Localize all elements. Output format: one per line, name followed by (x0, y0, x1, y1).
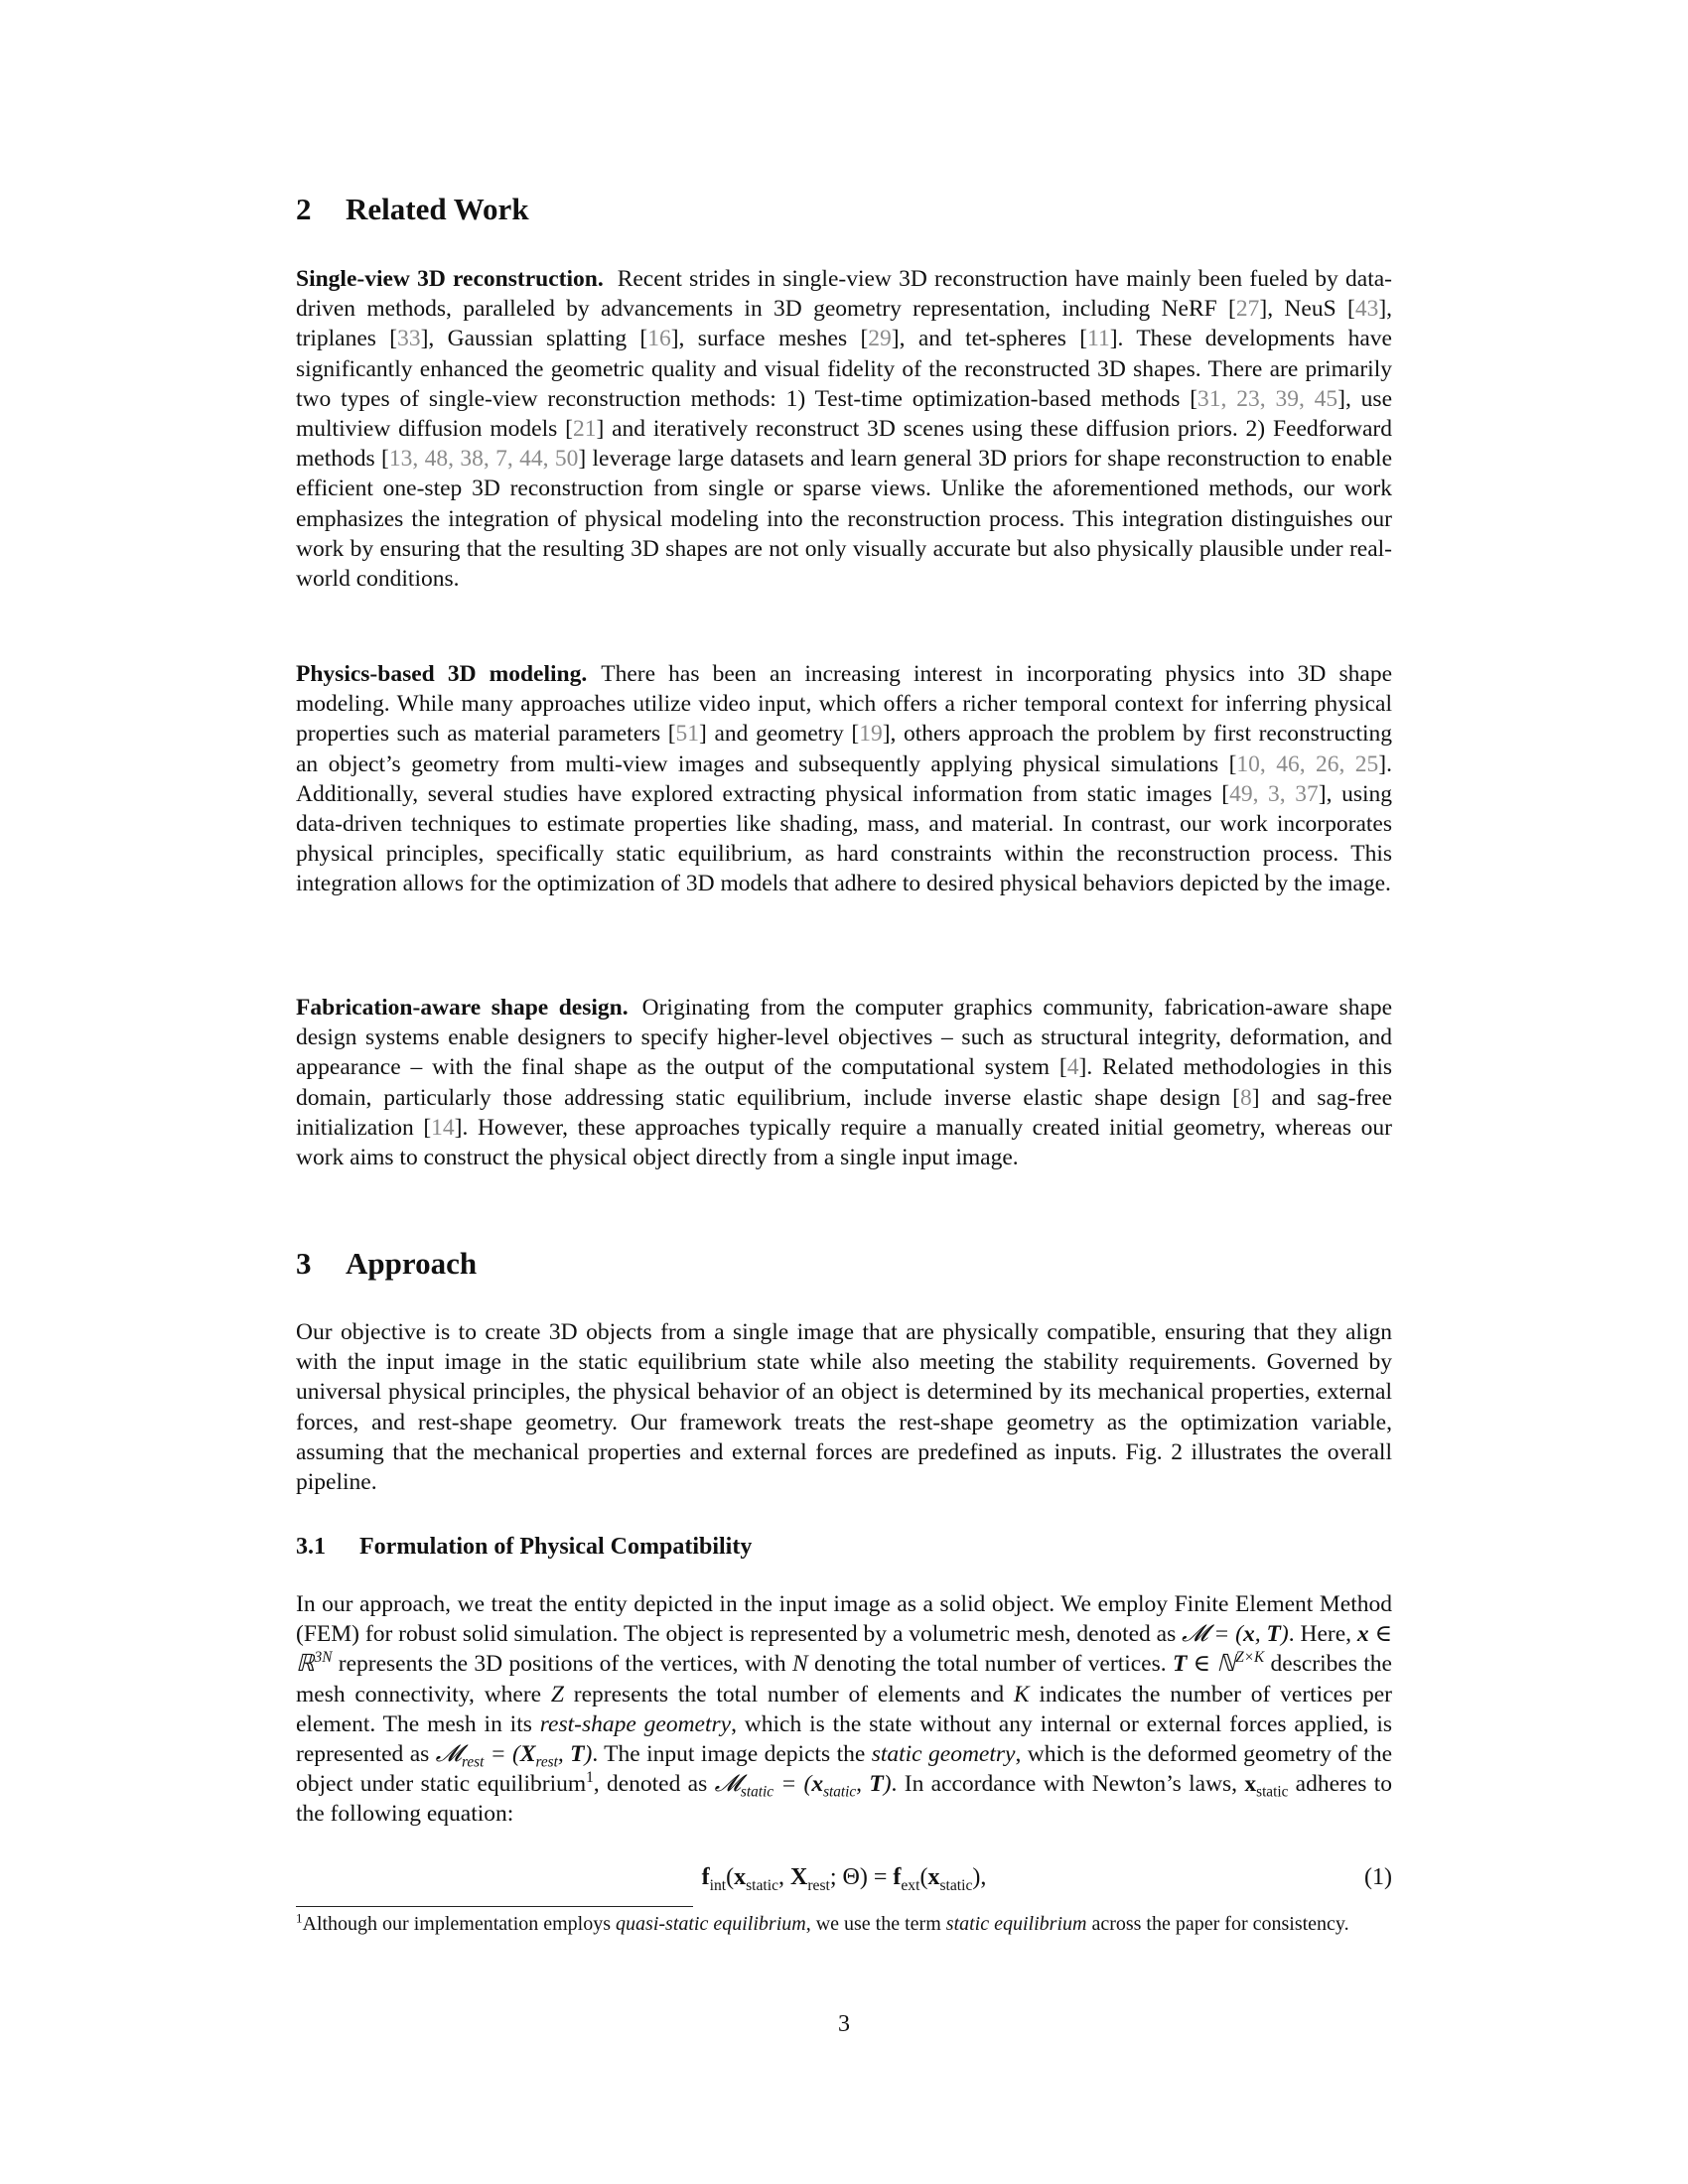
text: ] and geometry [ (699, 721, 860, 748)
text: Recent strides in single-view 3D reconstruction have mainly been fueled by data-driven methods, paralleled by advancements in 3D geometry representation, including NeRF [ (296, 266, 1392, 323)
citation[interactable]: 16 (647, 326, 671, 352)
emphasis-text: static equilibrium (945, 1913, 1087, 1935)
emphasis-text: static geometry (871, 1741, 1016, 1768)
citation[interactable]: 14 (431, 1114, 455, 1141)
page-number: 3 (838, 2011, 850, 2037)
math-static-mesh: 𝓜$_{static}$ = ($x_{static}$, T) (714, 1771, 892, 1801)
text: ], use multiview diffusion models [ (296, 385, 1393, 443)
text: , which is the deformed geometry of the object under static equilibrium (296, 1741, 1392, 1798)
math-x-static: $x_{static}$ (1244, 1771, 1289, 1801)
paragraph-lead: Physics-based 3D modeling. (296, 661, 588, 687)
text: adheres to the following equation: (296, 1771, 1393, 1828)
text: ], triplanes [ (296, 296, 1393, 352)
text: , we use the term (805, 1913, 946, 1935)
citation[interactable]: 27 (1235, 296, 1260, 323)
text: ]. These developments have significantly enhanced the geometric quality and visual fidelity of the reconstructed 3D shapes. There are primarily two types of single-view reconstruction methods: 1) Test-time optimization-based methods [ (296, 326, 1392, 412)
subsection-number: 3.1 (296, 1534, 326, 1560)
text: ] and iteratively reconstruct 3D scenes using these diffusion priors. 2) Feedforward methods [ (296, 416, 1393, 473)
emphasis-text: quasi-static equilibrium (616, 1913, 806, 1935)
equation-1 (296, 1864, 1392, 1898)
citation[interactable]: 19 (859, 721, 883, 748)
citation[interactable]: 49, 3, 37 (1229, 780, 1319, 807)
text: , denoted as (593, 1771, 715, 1798)
subsection-heading-formulation (296, 1534, 752, 1561)
text: , which is the state without any internal or external forces applied, is represented as (296, 1710, 1393, 1768)
text: ], using data-driven techniques to estimate properties like shading, mass, and material. In contrast, our work incorporates physical principles, specifically static equilibrium, as hard constraints within the reconstruction process. This integration allows for the optimization of 3D models that adhere to desired physical behaviors depicted by the image. (296, 780, 1393, 897)
math-connectivity: T ∈ ℕ$^{Z\times K}$ (1172, 1649, 1265, 1678)
citation[interactable]: 10, 46, 26, 25 (1236, 751, 1379, 777)
paragraph-lead: Single-view 3D reconstruction. (296, 266, 604, 292)
text: represents the total number of elements and (563, 1681, 1014, 1707)
text: ], surface meshes [ (670, 326, 869, 352)
text: ] and sag-free initialization [ (296, 1084, 1392, 1141)
text: ], Gaussian splatting [ (420, 326, 648, 352)
paragraph-fabrication-aware-design (296, 993, 1392, 1172)
citation[interactable]: 13, 48, 38, 7, 44, 50 (388, 446, 579, 473)
section-number: 2 (296, 192, 312, 226)
citation[interactable]: 8 (1239, 1084, 1252, 1111)
text: In our approach, we treat the entity depicted in the input image as a solid object. We employ Finite Element Method (FEM) for robust solid simulation. The object is represented by a volumetric mesh, denoted as (296, 1591, 1392, 1648)
text: ], others approach the problem by first reconstructing an object’s geometry from multi-view images and subsequently applying physical simulations [ (296, 721, 1392, 777)
citation[interactable]: 21 (572, 416, 597, 443)
text: . In accordance with Newton’s laws, (891, 1771, 1245, 1798)
citation[interactable]: 11 (1087, 326, 1110, 352)
text: . Here, (1288, 1621, 1357, 1648)
paragraph-physics-based-modeling (296, 659, 1392, 899)
math-rest-mesh: 𝓜$_{rest}$ = ($X_{rest}$, T) (435, 1741, 593, 1771)
text: ]. Related methodologies in this domain, particularly those addressing static equilibrium, include inverse elastic shape design [ (296, 1054, 1392, 1111)
citation[interactable]: 43 (1354, 296, 1379, 323)
text: ]. However, these approaches typically require a manually created initial geometry, whereas our work aims to construct the physical object directly from a single input image. (296, 1114, 1392, 1171)
text: indicates the number of vertices per element. The mesh in its (296, 1681, 1393, 1737)
math-positions: x ∈ ℝ$^{3N}$ (296, 1621, 1392, 1678)
text: ], NeuS [ (1259, 296, 1355, 323)
math-z: Z (550, 1681, 564, 1707)
section-heading-approach (296, 1246, 477, 1282)
citation[interactable]: 51 (675, 721, 700, 748)
section-heading-related-work (296, 192, 529, 227)
text: ] leverage large datasets and learn general 3D priors for shape reconstruction to enable efficient one-step 3D reconstruction from single or sparse views. Unlike the aforementioned methods, our work emphasizes the integration of physical modeling into the reconstruction process. This integration distinguishes our work by ensuring that the resulting 3D shapes are not only visually accurate but also physically plausible under real-world conditions. (296, 446, 1393, 593)
emphasis-text: rest-shape geometry (539, 1710, 732, 1737)
citation[interactable]: 4 (1066, 1054, 1079, 1081)
footnote-mark: 1 (296, 1910, 303, 1926)
text: ]. Additionally, several studies have explored extracting physical information from static images [ (296, 751, 1392, 807)
section-title: Approach (346, 1246, 478, 1281)
text: Originating from the computer graphics community, fabrication-aware shape design systems enable designers to specify higher-level objectives – such as structural integrity, deformation, and appearance – with the final shape as the output of the computational system [ (296, 995, 1393, 1081)
text: describes the mesh connectivity, where (296, 1651, 1392, 1707)
text: Although our implementation employs (302, 1913, 617, 1935)
section-number: 3 (296, 1246, 312, 1281)
text: across the paper for consistency. (1086, 1913, 1349, 1935)
text: ], and tet-spheres [ (891, 326, 1088, 352)
paragraph-approach-intro: Our objective is to create 3D objects from a single image that are physically compatible, ensuring that they align with the input image in the static equilibrium state while also meeting the stability requirements. Governed by universal physical principles, the physical behavior of an object is determined by its mechanical properties, external forces, and rest-shape geometry. Our framework treats the rest-shape geometry as the optimization variable, assuming that the mechanical properties and external forces are predefined as inputs. Fig. 2 illustrates the overall pipeline. (296, 1319, 1392, 1496)
math-n: N (791, 1651, 808, 1678)
equation-number: (1) (1364, 1864, 1392, 1890)
citation[interactable]: 31, 23, 39, 45 (1197, 385, 1338, 412)
citation[interactable]: 33 (397, 326, 421, 352)
math-mesh: 𝓜 = (x, T) (1182, 1621, 1289, 1648)
subsection-title: Formulation of Physical Compatibility (359, 1534, 753, 1560)
text: There has been an increasing interest in incorporating physics into 3D shape modeling. While many approaches utilize video input, which offers a richer temporal context for inferring physical properties such as material parameters [ (296, 661, 1392, 748)
footnote (296, 1911, 1392, 1938)
citation[interactable]: 29 (868, 326, 892, 352)
paragraph-formulation (296, 1589, 1392, 1830)
footnote-marker[interactable]: 1 (586, 1769, 594, 1787)
section-title: Related Work (346, 192, 529, 226)
text: represents the 3D positions of the vertices, with (332, 1651, 792, 1678)
text: denoting the total number of vertices. (807, 1651, 1173, 1678)
paragraph-single-view-reconstruction (296, 264, 1392, 594)
math-k: K (1013, 1681, 1030, 1707)
equation-body: $f_{int}(x_{static}$, $X_{rest}$; $\Theta) = f_{ext}(x_{static})$, (701, 1864, 987, 1894)
text: . The input image depicts the (592, 1741, 872, 1768)
footnote-divider (296, 1906, 693, 1907)
paragraph-lead: Fabrication-aware shape design. (296, 995, 629, 1021)
